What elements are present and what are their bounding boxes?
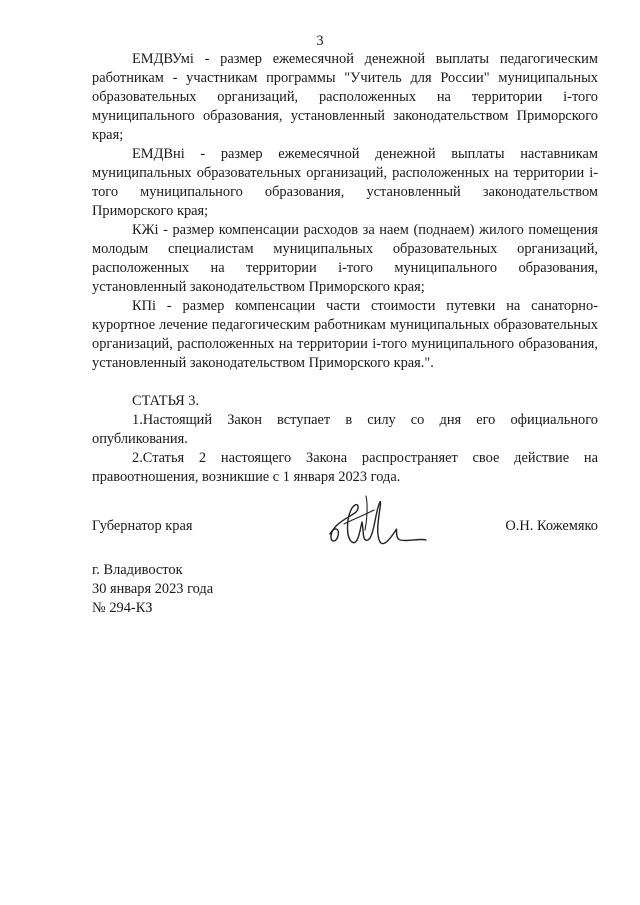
document-footer bbox=[92, 561, 213, 618]
article-title: СТАТЬЯ 3. bbox=[132, 393, 200, 409]
footer-law-number: № 294-КЗ bbox=[92, 600, 153, 616]
page-number: 3 bbox=[316, 33, 324, 49]
paragraph-kp: КПі - размер компенсации части стоимости путевки на санаторно-курортное лечение педагогическим работникам муниципальных образовательных организаций, расположенных на территории і-того муниципального образования, установленный законодательством Приморского края.". bbox=[92, 298, 598, 371]
signatory-name: О.Н. Кожемяко bbox=[505, 518, 598, 534]
signatory-position: Губернатор края bbox=[92, 518, 193, 534]
paragraph-emdvum: ЕМДВУмі - размер ежемесячной денежной выплаты педагогическим работникам - участникам программы "Учитель для России" муниципальных образовательных организаций, расположенных на территории і-того муниципального образования, установленный законодательством Приморского края; bbox=[92, 51, 598, 143]
footer-date: 30 января 2023 года bbox=[92, 581, 214, 597]
paragraph-emdvn: ЕМДВні - размер ежемесячной денежной выплаты наставникам муниципальных образовательных организаций, расположенных на территории і-того муниципального образования, установленный законодательством Приморского края; bbox=[92, 146, 598, 219]
paragraph-kzh: КЖі - размер компенсации расходов за наем (поднаем) жилого помещения молодым специалистам муниципальных образовательных организаций, расположенных на территории і-того муниципального образования, установленный законодательством Приморского края; bbox=[92, 222, 598, 295]
article-item-2: 2.Статья 2 настоящего Закона распространяет свое действие на правоотношения, возникшие с 1 января 2023 года. bbox=[92, 450, 598, 485]
document-body bbox=[92, 50, 598, 487]
article-item-1: 1.Настоящий Закон вступает в силу со дня его официального опубликования. bbox=[92, 412, 598, 447]
footer-city: г. Владивосток bbox=[92, 562, 183, 578]
handwritten-signature-icon bbox=[322, 486, 427, 556]
